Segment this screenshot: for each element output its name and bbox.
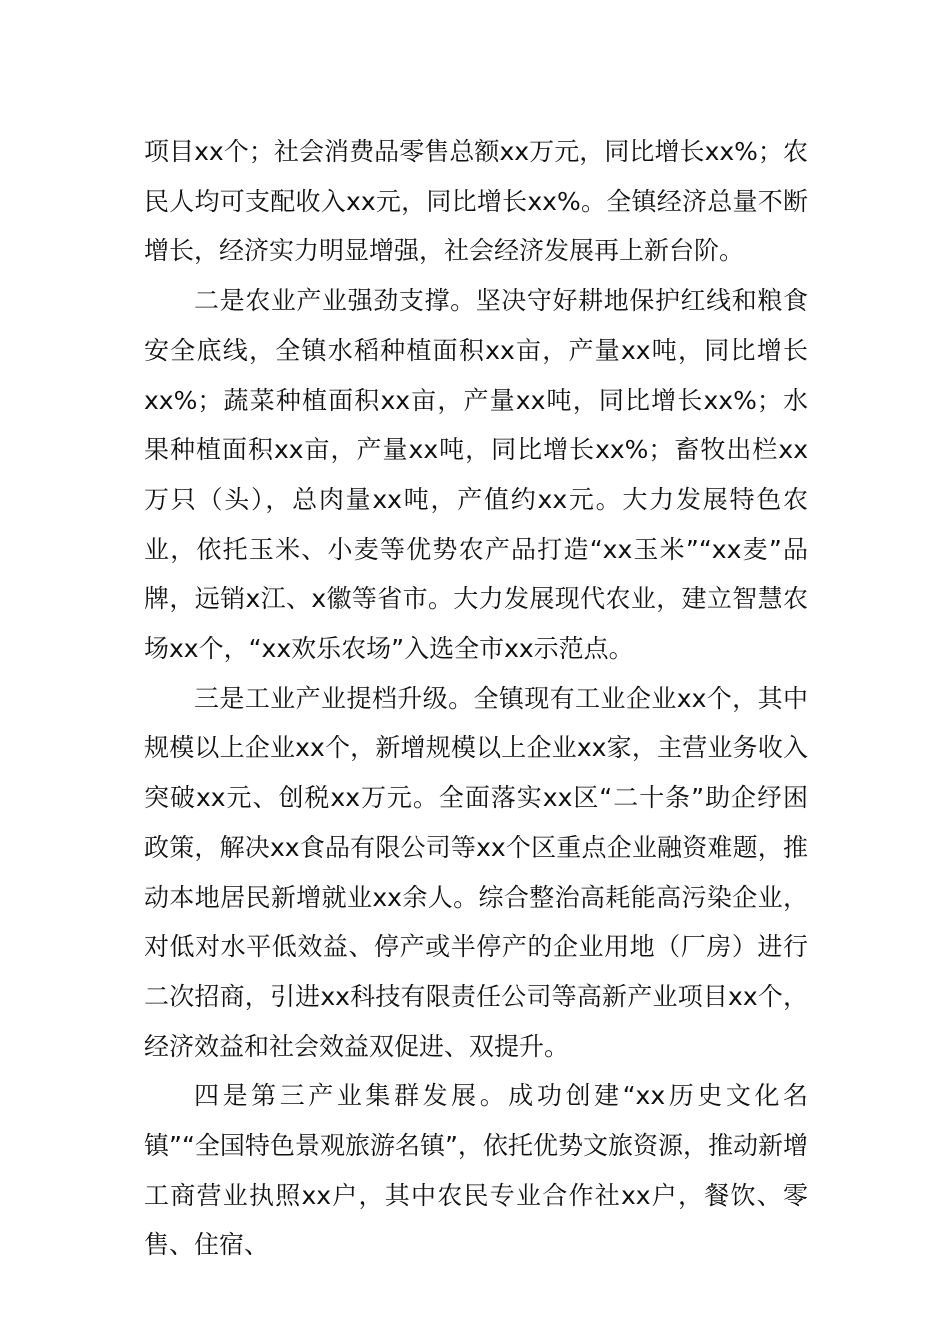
- paragraph-agriculture: 二是农业产业强劲支撑。坚决守好耕地保护红线和粮食安全底线，全镇水稻种植面积xx亩，产量xx吨，同比增长xx%；蔬菜种植面积xx亩，产量xx吨，同比增长xx%；水果种植面积xx亩，产量xx吨，同比增长xx%；畜牧出栏xx万只（头），总肉量xx吨，产值约xx元。大力发展特色农业，依托玉米、小麦等优势农产品打造“xx玉米”“xx麦”品牌，远销x江、x徽等省市。大力发展现代农业，建立智慧农场xx个，“xx欢乐农场”入选全市xx示范点。: [144, 286, 808, 664]
- document-body: [144, 127, 808, 1270]
- paragraph-tertiary: 四是第三产业集群发展。成功创建“xx历史文化名镇”“全国特色景观旅游名镇”，依托优势文旅资源，推动新增工商营业执照xx户，其中农民专业合作社xx户，餐饮、零售、住宿、: [144, 1081, 808, 1260]
- paragraph-industry: 三是工业产业提档升级。全镇现有工业企业xx个，其中规模以上企业xx个，新增规模以上企业xx家，主营业务收入突破xx元、创税xx万元。全面落实xx区“二十条”助企纾困政策，解决xx食品有限公司等xx个区重点企业融资难题，推动本地居民新增就业xx余人。综合整治高耗能高污染企业，对低对水平低效益、停产或半停产的企业用地（厂房）进行二次招商，引进xx科技有限责任公司等高新产业项目xx个，经济效益和社会效益双促进、双提升。: [144, 683, 808, 1061]
- paragraph-continued: 项目xx个；社会消费品零售总额xx万元，同比增长xx%；农民人均可支配收入xx元，同比增长xx%。全镇经济总量不断增长，经济实力明显增强，社会经济发展再上新台阶。: [144, 137, 808, 266]
